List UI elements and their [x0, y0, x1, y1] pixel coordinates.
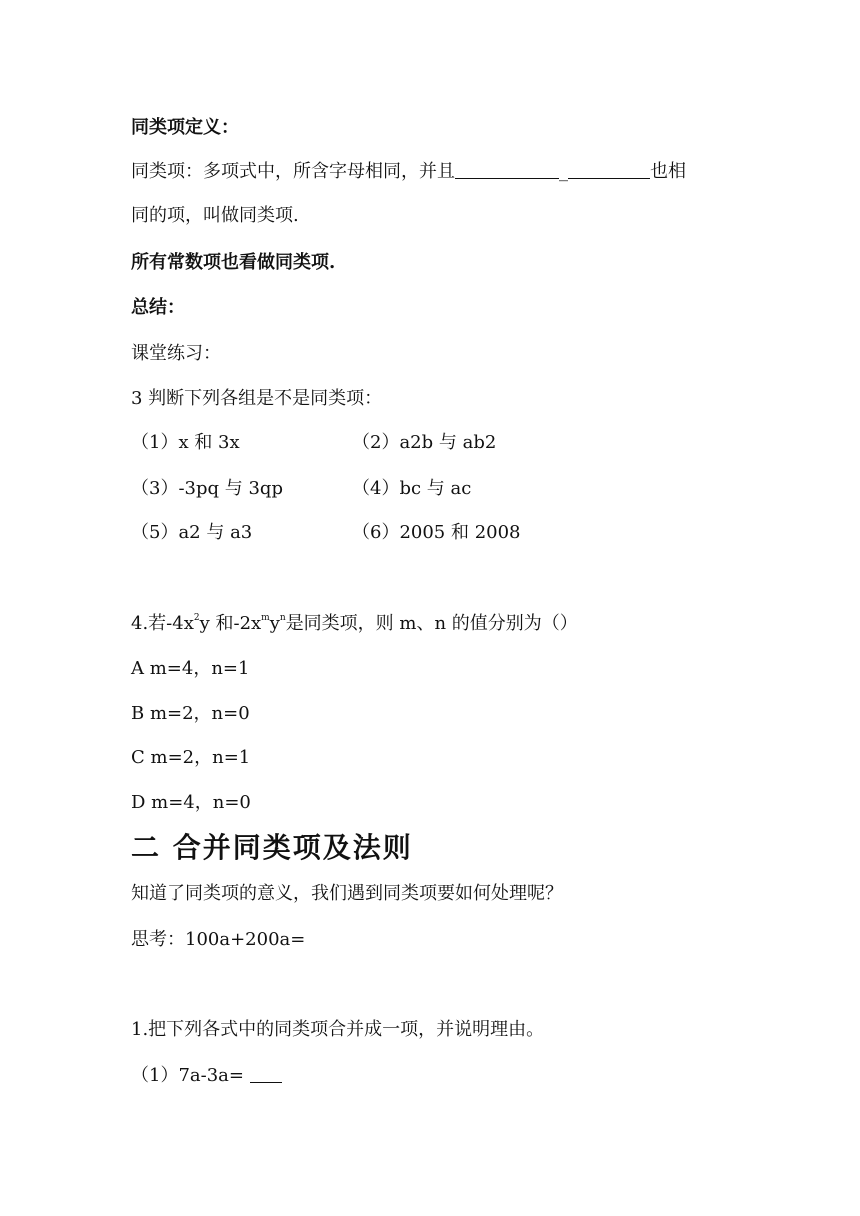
answer-blank-1[interactable]	[455, 160, 559, 179]
q4-text: 4.若-4x	[131, 613, 194, 634]
answer-blank-3[interactable]	[250, 1064, 282, 1083]
question-3-item: （4）bc 与 ac	[352, 478, 472, 499]
q4-text: y	[269, 613, 280, 634]
constants-note: 所有常数项也看做同类项.	[131, 252, 336, 273]
question-3-item: （5）a2 与 a3	[131, 522, 253, 543]
q4-exponent: 2	[193, 613, 200, 623]
q4-option-c: C m=2，n=1	[131, 747, 251, 768]
q4-exponent: m	[261, 613, 270, 623]
q4-text: 是同类项，则 m、n 的值分别为（）	[285, 613, 578, 634]
section-2-intro: 知道了同类项的意义，我们遇到同类项要如何处理呢？	[131, 883, 563, 904]
question-3-item: （2）a2b 与 ab2	[352, 432, 497, 453]
question-3-item: （1）x 和 3x	[131, 432, 240, 453]
blank-separator: _	[559, 161, 568, 182]
summary-label: 总结：	[131, 297, 185, 318]
definition-text-after: 也相	[650, 161, 686, 182]
q4-option-b: B m=2，n=0	[131, 703, 250, 724]
question-3-item: （3）-3pq 与 3qp	[131, 478, 283, 499]
practice-label: 课堂练习：	[131, 343, 221, 364]
q4-exponent: n	[279, 613, 286, 623]
question-3-item: （6）2005 和 2008	[352, 522, 521, 543]
section-2-title: 二 合并同类项及法则	[131, 831, 413, 864]
definition-line-1	[131, 160, 686, 184]
think-prompt: 思考：100a+200a=	[131, 929, 306, 950]
q4-option-d: D m=4，n=0	[131, 792, 251, 813]
section-2-question-1-item	[131, 1064, 282, 1088]
section-2-question-1: 1.把下列各式中的同类项合并成一项，并说明理由。	[131, 1019, 545, 1040]
definition-heading: 同类项定义：	[131, 117, 239, 138]
answer-blank-2[interactable]	[568, 160, 650, 179]
q4-text: y 和-2x	[199, 613, 262, 634]
definition-line-2: 同的项，叫做同类项.	[131, 205, 299, 226]
question-4-prompt	[131, 612, 578, 636]
q4-option-a: A m=4，n=1	[131, 658, 250, 679]
item-text: （1）7a-3a=	[131, 1065, 250, 1086]
question-3-prompt: 3 判断下列各组是不是同类项：	[131, 388, 383, 409]
definition-text-before: 同类项：多项式中，所含字母相同，并且	[131, 161, 455, 182]
